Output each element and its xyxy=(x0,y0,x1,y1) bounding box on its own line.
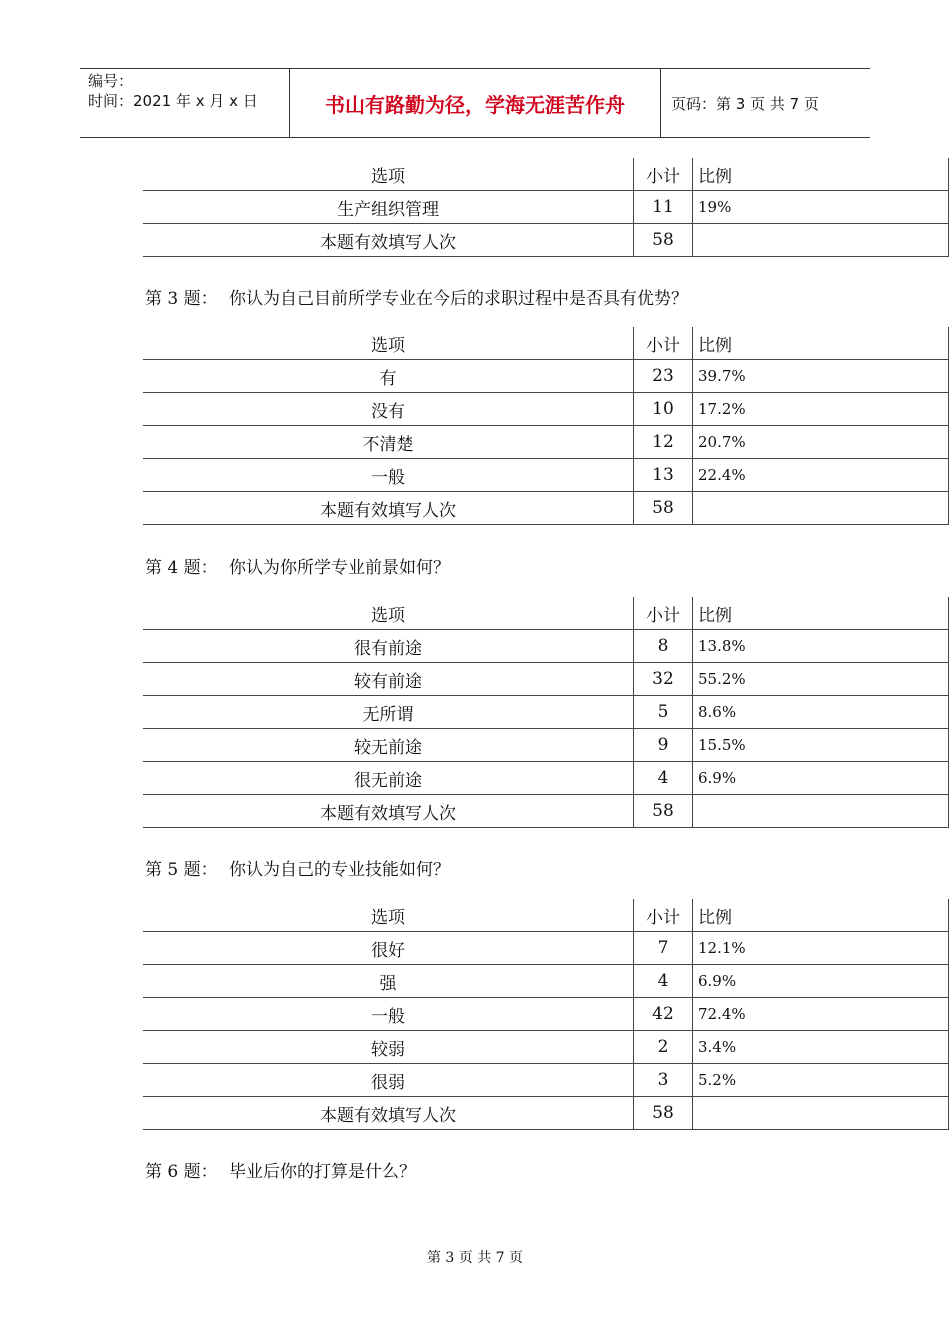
question-5 xyxy=(145,855,450,880)
col-count: 小计 xyxy=(634,597,693,630)
page-header xyxy=(80,68,870,138)
total-ratio xyxy=(693,795,949,828)
row-count: 13 xyxy=(634,459,693,492)
time-label: 时间：2021 年 x 月 x 日 xyxy=(88,92,258,110)
row-option: 没有 xyxy=(143,393,634,426)
row-ratio: 72.4% xyxy=(693,998,949,1031)
row-option: 不清楚 xyxy=(143,426,634,459)
table-total-row xyxy=(143,224,949,257)
table-row xyxy=(143,360,949,393)
row-count: 42 xyxy=(634,998,693,1031)
row-option: 很弱 xyxy=(143,1064,634,1097)
col-ratio: 比例 xyxy=(693,899,949,932)
table-row xyxy=(143,426,949,459)
survey-table-q3 xyxy=(143,327,949,525)
row-ratio: 8.6% xyxy=(693,696,949,729)
table-row xyxy=(143,191,949,224)
question-3 xyxy=(145,284,688,309)
row-option: 有 xyxy=(143,360,634,393)
table-header-row xyxy=(143,158,949,191)
row-option: 一般 xyxy=(143,459,634,492)
row-ratio: 3.4% xyxy=(693,1031,949,1064)
table-row xyxy=(143,459,949,492)
table-row xyxy=(143,729,949,762)
table-header-row xyxy=(143,899,949,932)
row-option: 生产组织管理 xyxy=(143,191,634,224)
row-ratio: 39.7% xyxy=(693,360,949,393)
total-label: 本题有效填写人次 xyxy=(143,224,634,257)
row-option: 强 xyxy=(143,965,634,998)
row-option: 较弱 xyxy=(143,1031,634,1064)
row-count: 7 xyxy=(634,932,693,965)
total-count: 58 xyxy=(634,224,693,257)
row-ratio: 19% xyxy=(693,191,949,224)
total-count: 58 xyxy=(634,1097,693,1130)
table-row xyxy=(143,663,949,696)
col-ratio: 比例 xyxy=(693,597,949,630)
col-ratio: 比例 xyxy=(693,158,949,191)
row-count: 4 xyxy=(634,965,693,998)
row-count: 5 xyxy=(634,696,693,729)
col-ratio: 比例 xyxy=(693,327,949,360)
row-ratio: 6.9% xyxy=(693,762,949,795)
total-ratio xyxy=(693,492,949,525)
row-count: 9 xyxy=(634,729,693,762)
col-count: 小计 xyxy=(634,899,693,932)
header-motto: 书山有路勤为径，学海无涯苦作舟 xyxy=(290,69,661,137)
row-count: 32 xyxy=(634,663,693,696)
header-page-code: 页码：第 3 页 共 7 页 xyxy=(671,94,819,113)
table-row xyxy=(143,1031,949,1064)
question-text: 你认为你所学专业前景如何？ xyxy=(229,558,450,578)
row-option: 一般 xyxy=(143,998,634,1031)
row-ratio: 13.8% xyxy=(693,630,949,663)
question-number: 第 6 题： xyxy=(145,1162,218,1182)
table-row xyxy=(143,932,949,965)
row-count: 3 xyxy=(634,1064,693,1097)
question-4 xyxy=(145,553,450,578)
row-option: 很好 xyxy=(143,932,634,965)
table-row xyxy=(143,696,949,729)
col-option: 选项 xyxy=(143,158,634,191)
row-ratio: 6.9% xyxy=(693,965,949,998)
col-count: 小计 xyxy=(634,158,693,191)
row-count: 8 xyxy=(634,630,693,663)
table-total-row xyxy=(143,795,949,828)
total-ratio xyxy=(693,1097,949,1130)
page-footer: 第 3 页 共 7 页 xyxy=(426,1250,524,1266)
total-ratio xyxy=(693,224,949,257)
table-row xyxy=(143,393,949,426)
row-option: 无所谓 xyxy=(143,696,634,729)
table-header-row xyxy=(143,327,949,360)
row-count: 11 xyxy=(634,191,693,224)
table-row xyxy=(143,965,949,998)
row-ratio: 17.2% xyxy=(693,393,949,426)
col-count: 小计 xyxy=(634,327,693,360)
table-row xyxy=(143,762,949,795)
row-count: 4 xyxy=(634,762,693,795)
survey-table-q2-continued xyxy=(143,158,949,257)
number-label: 编号： xyxy=(88,72,134,90)
table-row xyxy=(143,998,949,1031)
row-count: 10 xyxy=(634,393,693,426)
question-6 xyxy=(145,1157,416,1182)
row-option: 较有前途 xyxy=(143,663,634,696)
col-option: 选项 xyxy=(143,899,634,932)
total-count: 58 xyxy=(634,795,693,828)
question-text: 你认为自己的专业技能如何？ xyxy=(229,860,450,880)
row-ratio: 20.7% xyxy=(693,426,949,459)
row-ratio: 55.2% xyxy=(693,663,949,696)
survey-table-q4 xyxy=(143,597,949,828)
table-total-row xyxy=(143,1097,949,1130)
question-text: 你认为自己目前所学专业在今后的求职过程中是否具有优势？ xyxy=(229,289,688,309)
row-ratio: 5.2% xyxy=(693,1064,949,1097)
table-header-row xyxy=(143,597,949,630)
row-option: 很有前途 xyxy=(143,630,634,663)
row-option: 较无前途 xyxy=(143,729,634,762)
row-count: 2 xyxy=(634,1031,693,1064)
total-label: 本题有效填写人次 xyxy=(143,492,634,525)
survey-table-q5 xyxy=(143,899,949,1130)
row-ratio: 15.5% xyxy=(693,729,949,762)
col-option: 选项 xyxy=(143,597,634,630)
row-ratio: 12.1% xyxy=(693,932,949,965)
question-number: 第 3 题： xyxy=(145,289,218,309)
header-meta xyxy=(80,69,290,137)
row-count: 23 xyxy=(634,360,693,393)
total-label: 本题有效填写人次 xyxy=(143,1097,634,1130)
row-count: 12 xyxy=(634,426,693,459)
table-row xyxy=(143,1064,949,1097)
total-count: 58 xyxy=(634,492,693,525)
row-option: 很无前途 xyxy=(143,762,634,795)
question-number: 第 5 题： xyxy=(145,860,218,880)
col-option: 选项 xyxy=(143,327,634,360)
table-row xyxy=(143,630,949,663)
total-label: 本题有效填写人次 xyxy=(143,795,634,828)
question-text: 毕业后你的打算是什么？ xyxy=(229,1162,416,1182)
table-total-row xyxy=(143,492,949,525)
row-ratio: 22.4% xyxy=(693,459,949,492)
question-number: 第 4 题： xyxy=(145,558,218,578)
